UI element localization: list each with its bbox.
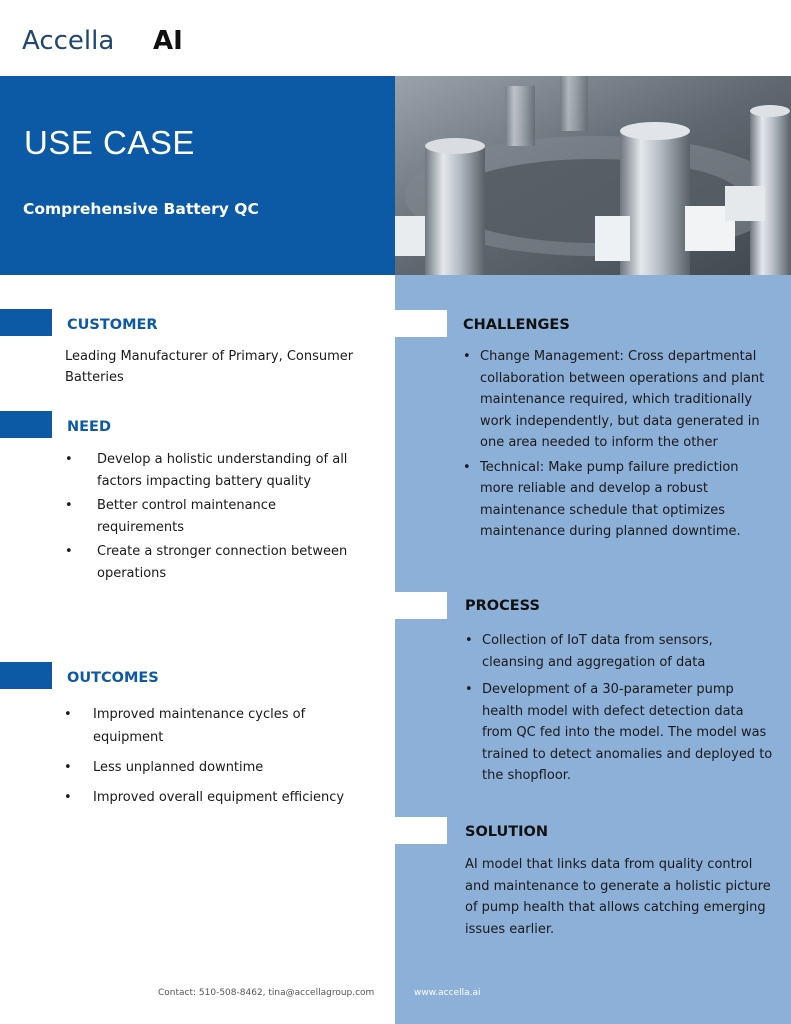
outcome-item-text: Less unplanned downtime (93, 760, 264, 775)
need-tab-marker (0, 411, 52, 438)
need-item-text: Develop a holistic understanding of all factors impacting battery quality (97, 452, 348, 489)
challenge-item (463, 346, 773, 454)
customer-heading: CUSTOMER (67, 317, 158, 333)
hero-banner (0, 76, 395, 275)
challenges-list (463, 346, 773, 543)
customer-text: Leading Manufacturer of Primary, Consumer Batteries (65, 349, 354, 385)
page-title: USE CASE (24, 124, 195, 161)
outcome-item (64, 703, 364, 749)
need-item (65, 541, 365, 585)
accella-logo-svg (22, 22, 197, 56)
process-heading: PROCESS (465, 598, 540, 614)
outcome-item-text: Improved maintenance cycles of equipment (93, 707, 306, 745)
process-item (465, 679, 775, 787)
need-heading: NEED (67, 419, 111, 435)
bullet-icon: • (64, 760, 72, 775)
process-item-text: Collection of IoT data from sensors, cleansing and aggregation of data (482, 633, 713, 670)
need-item (65, 449, 365, 493)
process-list (465, 630, 775, 787)
logo-text-main: Accella (22, 26, 115, 56)
footer-contact: Contact: 510-508-8462, tina@accellagroup.com (158, 988, 375, 998)
accella-logo (22, 22, 197, 56)
challenge-item-text: Technical: Make pump failure prediction more reliable and develop a robust maintenance schedule that optimizes maintenance during planned downtime. (480, 459, 741, 539)
bullet-icon: • (64, 707, 72, 722)
outcomes-tab-marker (0, 662, 52, 689)
bullet-icon: • (64, 790, 72, 805)
process-item (465, 630, 775, 673)
process-item-text: Development of a 30-parameter pump health model with defect detection data from QC fed into the model. The model was trained to detect anomalies and deployed to the shopfloor. (482, 682, 773, 783)
process-tab-marker (395, 592, 447, 619)
bullet-icon: • (65, 498, 73, 513)
challenge-item (463, 457, 773, 543)
challenges-tab-marker (395, 310, 447, 337)
outcome-item-text: Improved overall equipment efficiency (93, 790, 345, 805)
outcomes-list (64, 703, 364, 809)
battery-photo (395, 76, 791, 275)
bullet-icon: • (65, 544, 73, 559)
bullet-icon: • (465, 682, 473, 697)
challenge-item-text: Change Management: Cross departmental collaboration between operations and plant maintenance required, which traditionally work independently, but data generated in one area needed to inform the other (480, 349, 765, 450)
challenges-heading: CHALLENGES (463, 317, 570, 333)
need-item (65, 495, 365, 539)
outcome-item (64, 756, 364, 779)
logo-text-ai: AI (153, 26, 183, 56)
bullet-icon: • (65, 452, 73, 467)
need-list (65, 449, 365, 585)
bullet-icon: • (463, 459, 471, 475)
solution-tab-marker (395, 817, 447, 844)
outcomes-heading: OUTCOMES (67, 670, 159, 686)
bullet-icon: • (463, 349, 471, 364)
outcome-item (64, 786, 364, 809)
solution-heading: SOLUTION (465, 824, 549, 840)
need-item-text: Create a stronger connection between operations (97, 544, 348, 581)
customer-tab-marker (0, 309, 52, 336)
bullet-icon: • (465, 633, 473, 648)
battery-photo-illustration (395, 76, 791, 275)
need-item-text: Better control maintenance requirements (97, 498, 276, 535)
footer-website[interactable]: www.accella.ai (414, 988, 481, 998)
solution-text: AI model that links data from quality control and maintenance to generate a holistic picture of pump health that allows catching emerging issues earlier. (465, 857, 771, 937)
page-subtitle: Comprehensive Battery QC (23, 200, 259, 218)
